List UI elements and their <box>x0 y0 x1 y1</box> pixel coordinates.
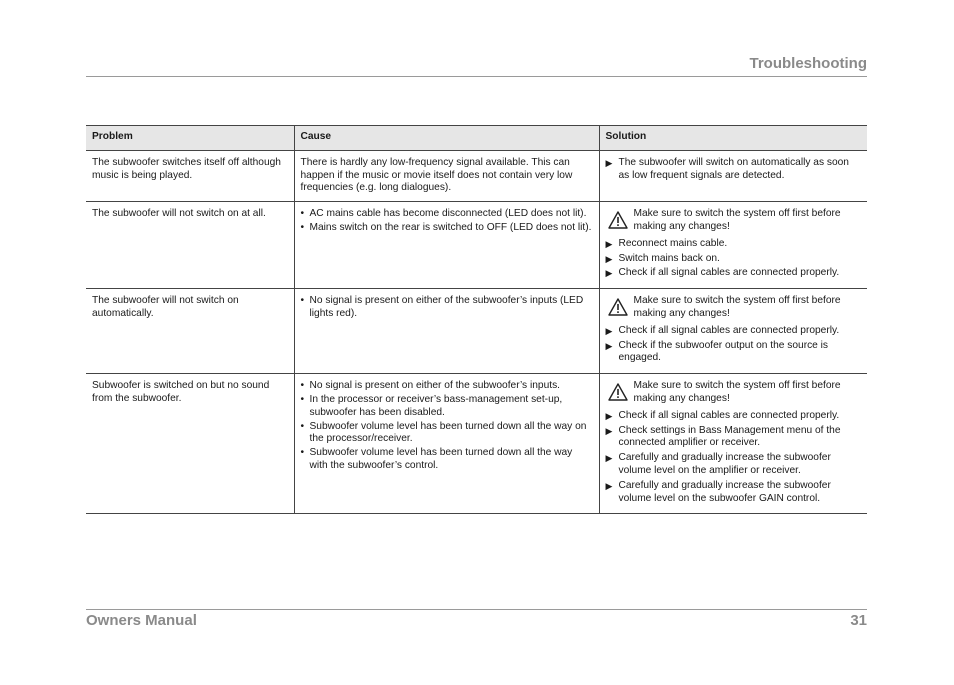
solution-cell <box>599 374 867 514</box>
solution-item: ▶ The subwoofer will switch on automatically as soon as low frequent signals are detected. <box>605 156 849 181</box>
arrow-right-icon: ▶ <box>605 157 613 168</box>
warning-triangle-icon <box>608 211 628 229</box>
arrow-right-icon: ▶ <box>605 253 613 264</box>
problem-cell: The subwoofer will not switch on at all. <box>86 202 294 289</box>
arrow-right-icon: ▶ <box>605 325 613 336</box>
arrow-right-icon: ▶ <box>605 480 613 491</box>
cause-cell: There is hardly any low-frequency signal available. This can happen if the music or movie itself does not contain very low frequencies (e.g. long dialogues). <box>294 150 599 201</box>
problem-cell: The subwoofer will not switch on automatically. <box>86 289 294 374</box>
problem-cell: Subwoofer is switched on but no sound from the subwoofer. <box>86 374 294 514</box>
arrow-right-icon: ▶ <box>605 268 613 279</box>
troubleshooting-table <box>86 125 867 514</box>
solution-item: ▶ Check if the subwoofer output on the source is engaged. <box>605 339 829 364</box>
solution-cell <box>599 202 867 289</box>
cause-item: • AC mains cable has become disconnected (LED does not lit). <box>300 208 587 220</box>
solution-cell <box>599 150 867 201</box>
arrow-right-icon: ▶ <box>605 425 613 436</box>
problem-cell: The subwoofer switches itself off although music is being played. <box>86 150 294 201</box>
arrow-right-icon: ▶ <box>605 238 613 249</box>
solution-item: ▶ Check if all signal cables are connected properly. <box>605 324 840 336</box>
footer-manual-title: Owners Manual <box>86 612 197 629</box>
table-header-row <box>86 126 867 151</box>
cause-item: • In the processor or receiver’s bass-management set-up, subwoofer has been disabled. <box>300 393 563 418</box>
cause-item: • Subwoofer volume level has been turned down all the way on the processor/receiver. <box>300 420 587 445</box>
cause-cell <box>294 202 599 289</box>
column-header-cause: Cause <box>294 126 599 151</box>
arrow-right-icon: ▶ <box>605 340 613 351</box>
solution-item: ▶ Reconnect mains cable. <box>605 237 728 249</box>
cause-item: • No signal is present on either of the subwoofer’s inputs. <box>300 380 560 392</box>
warning-triangle-icon <box>608 298 628 316</box>
warning-note: Make sure to switch the system off first before making any changes! <box>606 295 862 321</box>
solution-item: ▶ Carefully and gradually increase the subwoofer volume level on the amplifier or receiver. <box>605 452 831 476</box>
table-row <box>86 289 867 374</box>
footer-rule <box>86 609 867 610</box>
arrow-right-icon: ▶ <box>605 453 613 464</box>
cause-item: • Subwoofer volume level has been turned down all the way with the subwoofer’s control. <box>300 447 573 471</box>
table-row <box>86 202 867 289</box>
warning-triangle-icon <box>608 383 628 401</box>
solution-item: ▶ Check if all signal cables are connected properly. <box>605 267 840 279</box>
solution-item: ▶ Carefully and gradually increase the subwoofer volume level on the subwoofer GAIN control. <box>605 479 831 504</box>
header-rule <box>86 76 867 77</box>
solution-cell <box>599 289 867 374</box>
solution-item: ▶ Check if all signal cables are connected properly. <box>605 409 840 421</box>
warning-note: Make sure to switch the system off first before making any changes! <box>606 380 862 406</box>
page-section-title: Troubleshooting <box>749 55 867 72</box>
column-header-problem: Problem <box>86 126 294 151</box>
warning-note: Make sure to switch the system off first before making any changes! <box>606 208 862 234</box>
cause-cell <box>294 374 599 514</box>
table-row <box>86 150 867 201</box>
table-row <box>86 374 867 514</box>
cause-cell <box>294 289 599 374</box>
page-number: 31 <box>850 612 867 629</box>
solution-item: ▶ Check settings in Bass Management menu of the connected amplifier or receiver. <box>605 424 841 449</box>
cause-item: • No signal is present on either of the subwoofer’s inputs (LED lights red). <box>300 295 584 319</box>
column-header-solution: Solution <box>599 126 867 151</box>
arrow-right-icon: ▶ <box>605 410 613 421</box>
solution-item: ▶ Switch mains back on. <box>605 252 720 264</box>
cause-item: • Mains switch on the rear is switched to OFF (LED does not lit). <box>300 221 592 233</box>
